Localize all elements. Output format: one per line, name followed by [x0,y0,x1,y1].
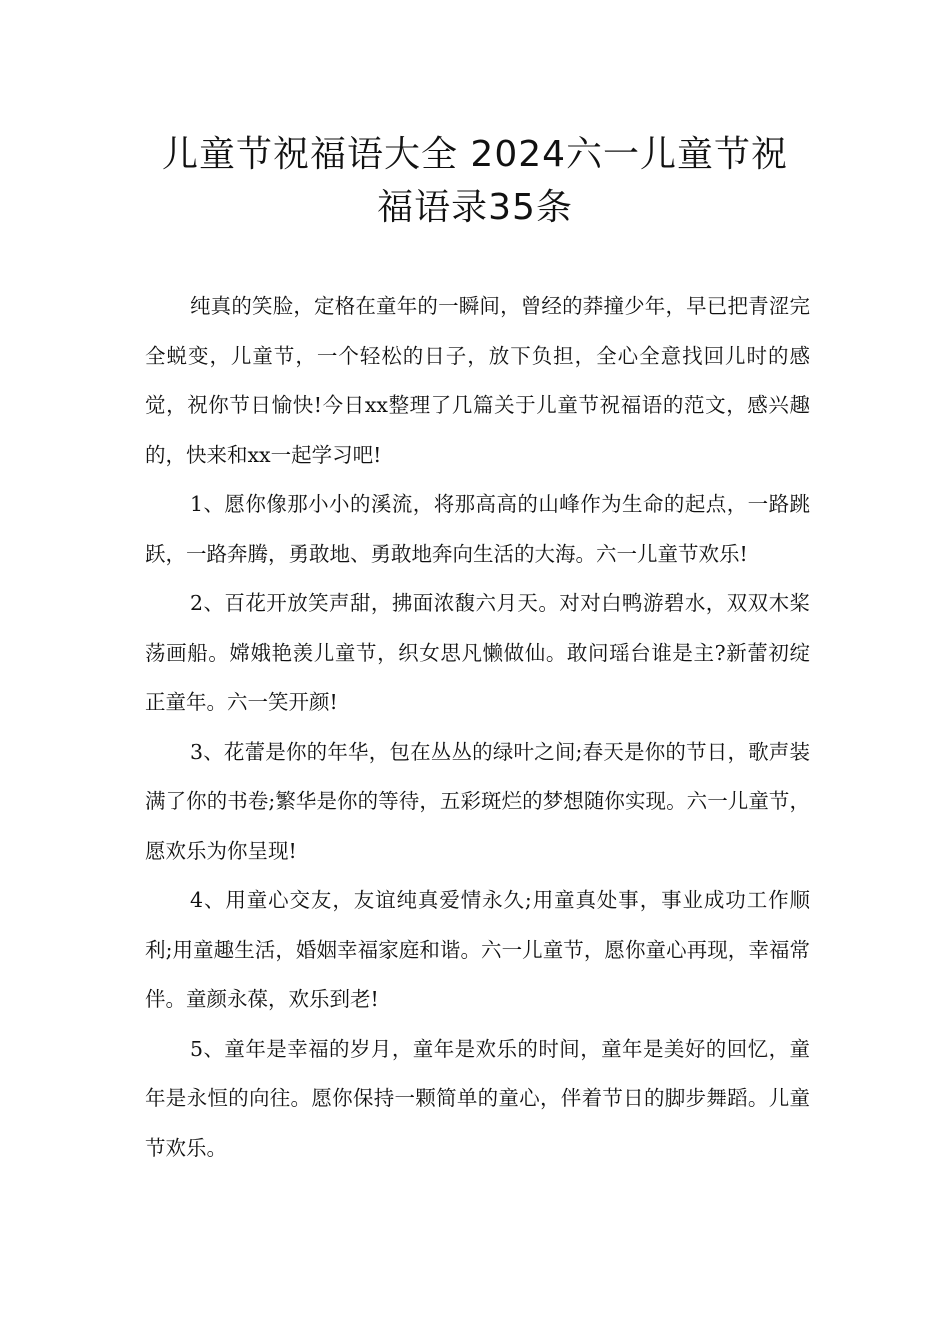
title-line-1: 儿童节祝福语大全 2024六一儿童节祝 [161,134,789,175]
wish-paragraph-3: 3、花蕾是你的年华，包在丛丛的绿叶之间;春天是你的节日，歌声装满了你的书卷;繁华是你的等待，五彩斑烂的梦想随你实现。六一儿童节，愿欢乐为你呈现! [145,739,810,863]
document-body [145,282,810,1173]
wish-paragraph-1: 1、愿你像那小小的溪流，将那高高的山峰作为生命的起点，一路跳跃，一路奔腾，勇敢地、勇敢地奔向生活的大海。六一儿童节欢乐! [145,492,810,566]
wish-paragraph-2: 2、百花开放笑声甜，拂面浓馥六月天。对对白鸭游碧水，双双木桨荡画船。嫦娥艳羡儿童节，织女思凡懒做仙。敢问瑶台谁是主?新蕾初绽正童年。六一笑开颜! [145,591,810,714]
title-line-2: 福语录35条 [377,187,573,228]
wish-paragraph-5: 5、童年是幸福的岁月，童年是欢乐的时间，童年是美好的回忆，童年是永恒的向往。愿你保持一颗简单的童心，伴着节日的脚步舞蹈。儿童节欢乐。 [145,1036,810,1160]
document-title [100,128,850,234]
wish-paragraph-4: 4、用童心交友，友谊纯真爱情永久;用童真处事，事业成功工作顺利;用童趣生活，婚姻幸福家庭和谐。六一儿童节，愿你童心再现，幸福常伴。童颜永葆，欢乐到老! [145,888,810,1011]
intro-paragraph: 纯真的笑脸，定格在童年的一瞬间，曾经的莽撞少年，早已把青涩完全蜕变，儿童节，一个轻松的日子，放下负担，全心全意找回儿时的感觉，祝你节日愉快!今日xx整理了几篇关于儿童节祝福语的范文，感兴趣的，快来和xx一起学习吧! [145,294,810,467]
